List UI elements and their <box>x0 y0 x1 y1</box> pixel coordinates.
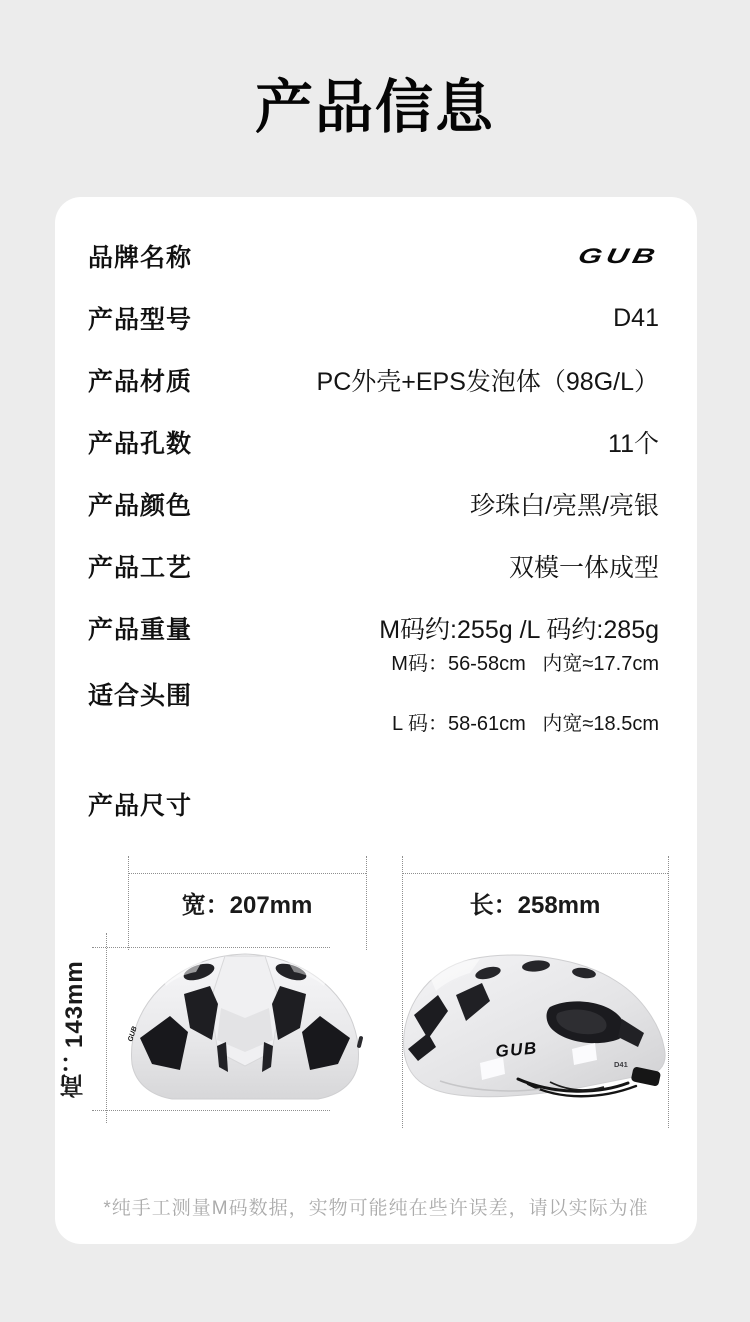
side-model-code: D41 <box>614 1060 628 1069</box>
spec-value: 11个 <box>608 430 659 458</box>
spec-row-holes <box>55 411 697 473</box>
spec-value: PC外壳+EPS发泡体（98G/L） <box>316 368 659 396</box>
measure-line-height-vertical <box>106 933 107 1123</box>
spec-label: 适合头围 <box>88 682 193 710</box>
spec-row-color <box>55 473 697 535</box>
spec-label: 产品孔数 <box>88 430 193 458</box>
measure-line-height-bottom <box>92 1110 330 1111</box>
spec-label: 产品材质 <box>88 368 193 396</box>
spec-label: 产品型号 <box>88 306 193 334</box>
page-title: 产品信息 <box>254 75 495 140</box>
measure-line-length-right <box>668 856 669 1128</box>
spec-label: 产品重量 <box>88 616 193 644</box>
measure-line-width-right <box>366 856 367 950</box>
spec-label: 产品工艺 <box>88 554 193 582</box>
length-dimension-label: 长：258mm <box>469 892 601 919</box>
spec-value: D41 <box>613 303 659 332</box>
spec-label: 产品颜色 <box>88 492 193 520</box>
front-rim-brand-mark: GUB <box>127 1025 139 1043</box>
spec-row-craft <box>55 535 697 597</box>
gub-brand-logo: GUB <box>575 243 662 268</box>
spec-value: 双模一体成型 <box>508 554 659 582</box>
head-size-line-l: L 码：58-61cm 内宽≈18.5cm <box>392 713 659 735</box>
spec-row-brand <box>55 225 697 287</box>
spec-row-head-size <box>55 653 697 735</box>
spec-value <box>336 619 659 769</box>
spec-row-material <box>55 349 697 411</box>
height-dimension-label: 高：143mm <box>61 960 88 1098</box>
width-dimension-label: 宽：207mm <box>181 892 313 919</box>
measure-line-width-top <box>128 873 366 874</box>
spec-value: M码约:255g /L 码约:285g <box>379 616 659 644</box>
measure-line-length-top <box>402 873 668 874</box>
spec-card <box>55 197 697 1244</box>
dimensions-figure <box>55 843 697 1138</box>
dimensions-section-title: 产品尺寸 <box>88 792 193 820</box>
spec-label: 品牌名称 <box>88 244 193 272</box>
measurement-note: *纯手工测量M码数据，实物可能纯在些许误差，请以实际为准 <box>103 1198 649 1219</box>
head-size-line-m: M码：56-58cm 内宽≈17.7cm <box>391 653 659 675</box>
spec-row-model <box>55 287 697 349</box>
side-brand-logo: GUB <box>494 1038 539 1061</box>
spec-value: 珍珠白/亮黑/亮银 <box>470 492 659 520</box>
spec-table <box>55 197 697 735</box>
helmet-front-image <box>122 946 368 1108</box>
helmet-side-image <box>400 953 668 1105</box>
